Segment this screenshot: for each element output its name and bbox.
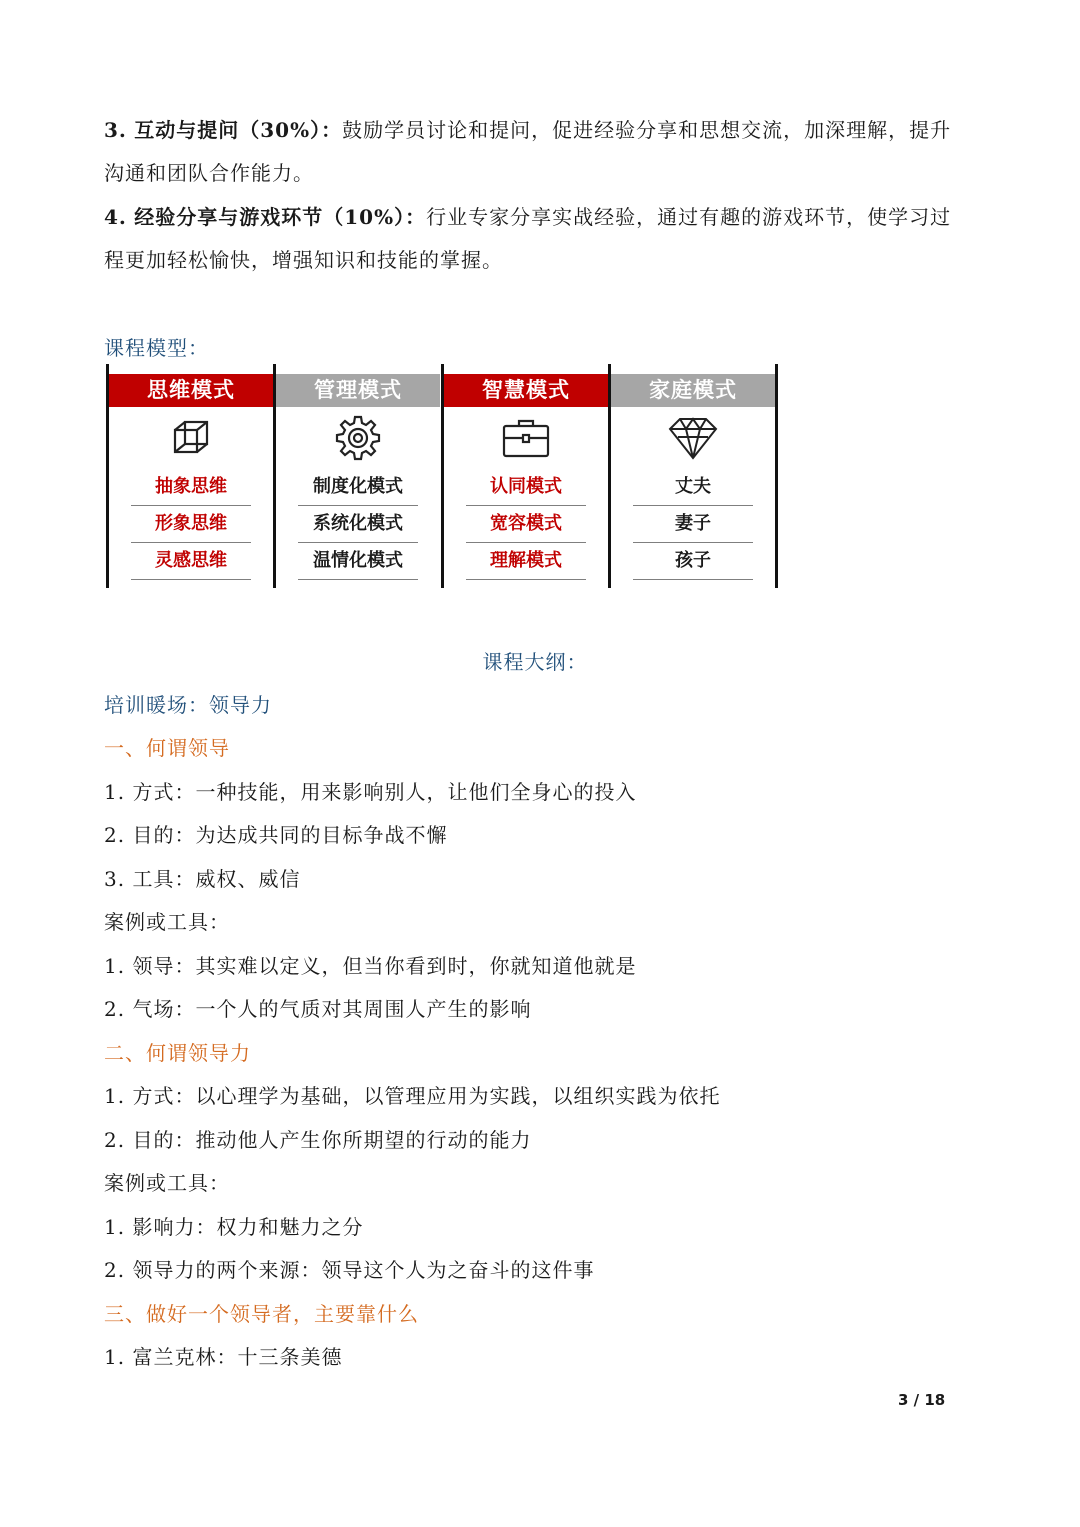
course-model-figure bbox=[106, 364, 778, 588]
diamond-icon bbox=[611, 407, 775, 469]
model-column-management bbox=[276, 374, 440, 588]
section-2-item: 2. 目的：推动他人产生你所期望的行动的能力 bbox=[104, 1128, 532, 1152]
model-column-wisdom bbox=[444, 374, 608, 588]
column-title: 家庭模式 bbox=[611, 374, 775, 407]
section-3-item: 1. 富兰克林：十三条美德 bbox=[104, 1345, 343, 1369]
section-1-item: 1. 方式：一种技能，用来影响别人，让他们全身心的投入 bbox=[104, 780, 637, 804]
model-item: 温情化模式 bbox=[298, 543, 418, 580]
section-2-heading: 二、何谓领导力 bbox=[104, 1041, 251, 1065]
model-item: 理解模式 bbox=[466, 543, 586, 580]
model-item: 认同模式 bbox=[466, 469, 586, 506]
intro-item-3-line1 bbox=[104, 116, 951, 144]
model-item: 抽象思维 bbox=[131, 469, 251, 506]
model-item: 形象思维 bbox=[131, 506, 251, 543]
column-title: 思维模式 bbox=[109, 374, 273, 407]
section-1-item: 3. 工具：威权、威信 bbox=[104, 867, 301, 891]
model-item: 孩子 bbox=[633, 543, 753, 580]
warmup-heading: 培训暖场：领导力 bbox=[104, 693, 272, 717]
column-title: 智慧模式 bbox=[444, 374, 608, 407]
model-item: 制度化模式 bbox=[298, 469, 418, 506]
divider-line bbox=[775, 364, 778, 588]
column-title: 管理模式 bbox=[276, 374, 440, 407]
section-2-item: 1. 方式：以心理学为基础，以管理应用为实践，以组织实践为依托 bbox=[104, 1084, 721, 1108]
section-1-heading: 一、何谓领导 bbox=[104, 736, 230, 760]
intro-item-4-line1 bbox=[104, 203, 951, 231]
section-1-case-label: 案例或工具： bbox=[104, 910, 230, 934]
section-2-case-label: 案例或工具： bbox=[104, 1171, 230, 1195]
model-item: 妻子 bbox=[633, 506, 753, 543]
section-1-case: 2. 气场：一个人的气质对其周围人产生的影响 bbox=[104, 997, 532, 1021]
section-2-case: 2. 领导力的两个来源：领导这个人为之奋斗的这件事 bbox=[104, 1258, 595, 1282]
model-item: 丈夫 bbox=[633, 469, 753, 506]
item4-num: 4. bbox=[104, 205, 127, 229]
model-column-family bbox=[611, 374, 775, 588]
intro-item-3-line2: 沟通和团队合作能力。 bbox=[104, 161, 314, 185]
item3-text: 鼓励学员讨论和提问，促进经验分享和思想交流，加深理解，提升 bbox=[342, 118, 952, 142]
model-heading: 课程模型： bbox=[104, 336, 209, 360]
model-item: 宽容模式 bbox=[466, 506, 586, 543]
item4-text: 行业专家分享实战经验，通过有趣的游戏环节，使学习过 bbox=[426, 205, 952, 229]
model-item: 系统化模式 bbox=[298, 506, 418, 543]
section-2-case: 1. 影响力：权力和魅力之分 bbox=[104, 1215, 364, 1239]
cube-icon bbox=[109, 407, 273, 469]
model-item: 灵感思维 bbox=[131, 543, 251, 580]
intro-item-4-line2: 程更加轻松愉快，增强知识和技能的掌握。 bbox=[104, 248, 503, 272]
section-3-heading: 三、做好一个领导者，主要靠什么 bbox=[104, 1302, 419, 1326]
gear-icon bbox=[276, 407, 440, 469]
item4-title: 经验分享与游戏环节（10%）： bbox=[134, 205, 427, 229]
section-1-case: 1. 领导：其实难以定义，但当你看到时，你就知道他就是 bbox=[104, 954, 637, 978]
model-column-thinking bbox=[109, 374, 273, 588]
briefcase-icon bbox=[444, 407, 608, 469]
page-number: 3 / 18 bbox=[898, 1391, 946, 1409]
item3-title: 互动与提问（30%）： bbox=[134, 118, 343, 142]
outline-title: 课程大纲： bbox=[482, 650, 588, 674]
section-1-item: 2. 目的：为达成共同的目标争战不懈 bbox=[104, 823, 448, 847]
item3-num: 3. bbox=[104, 118, 127, 142]
